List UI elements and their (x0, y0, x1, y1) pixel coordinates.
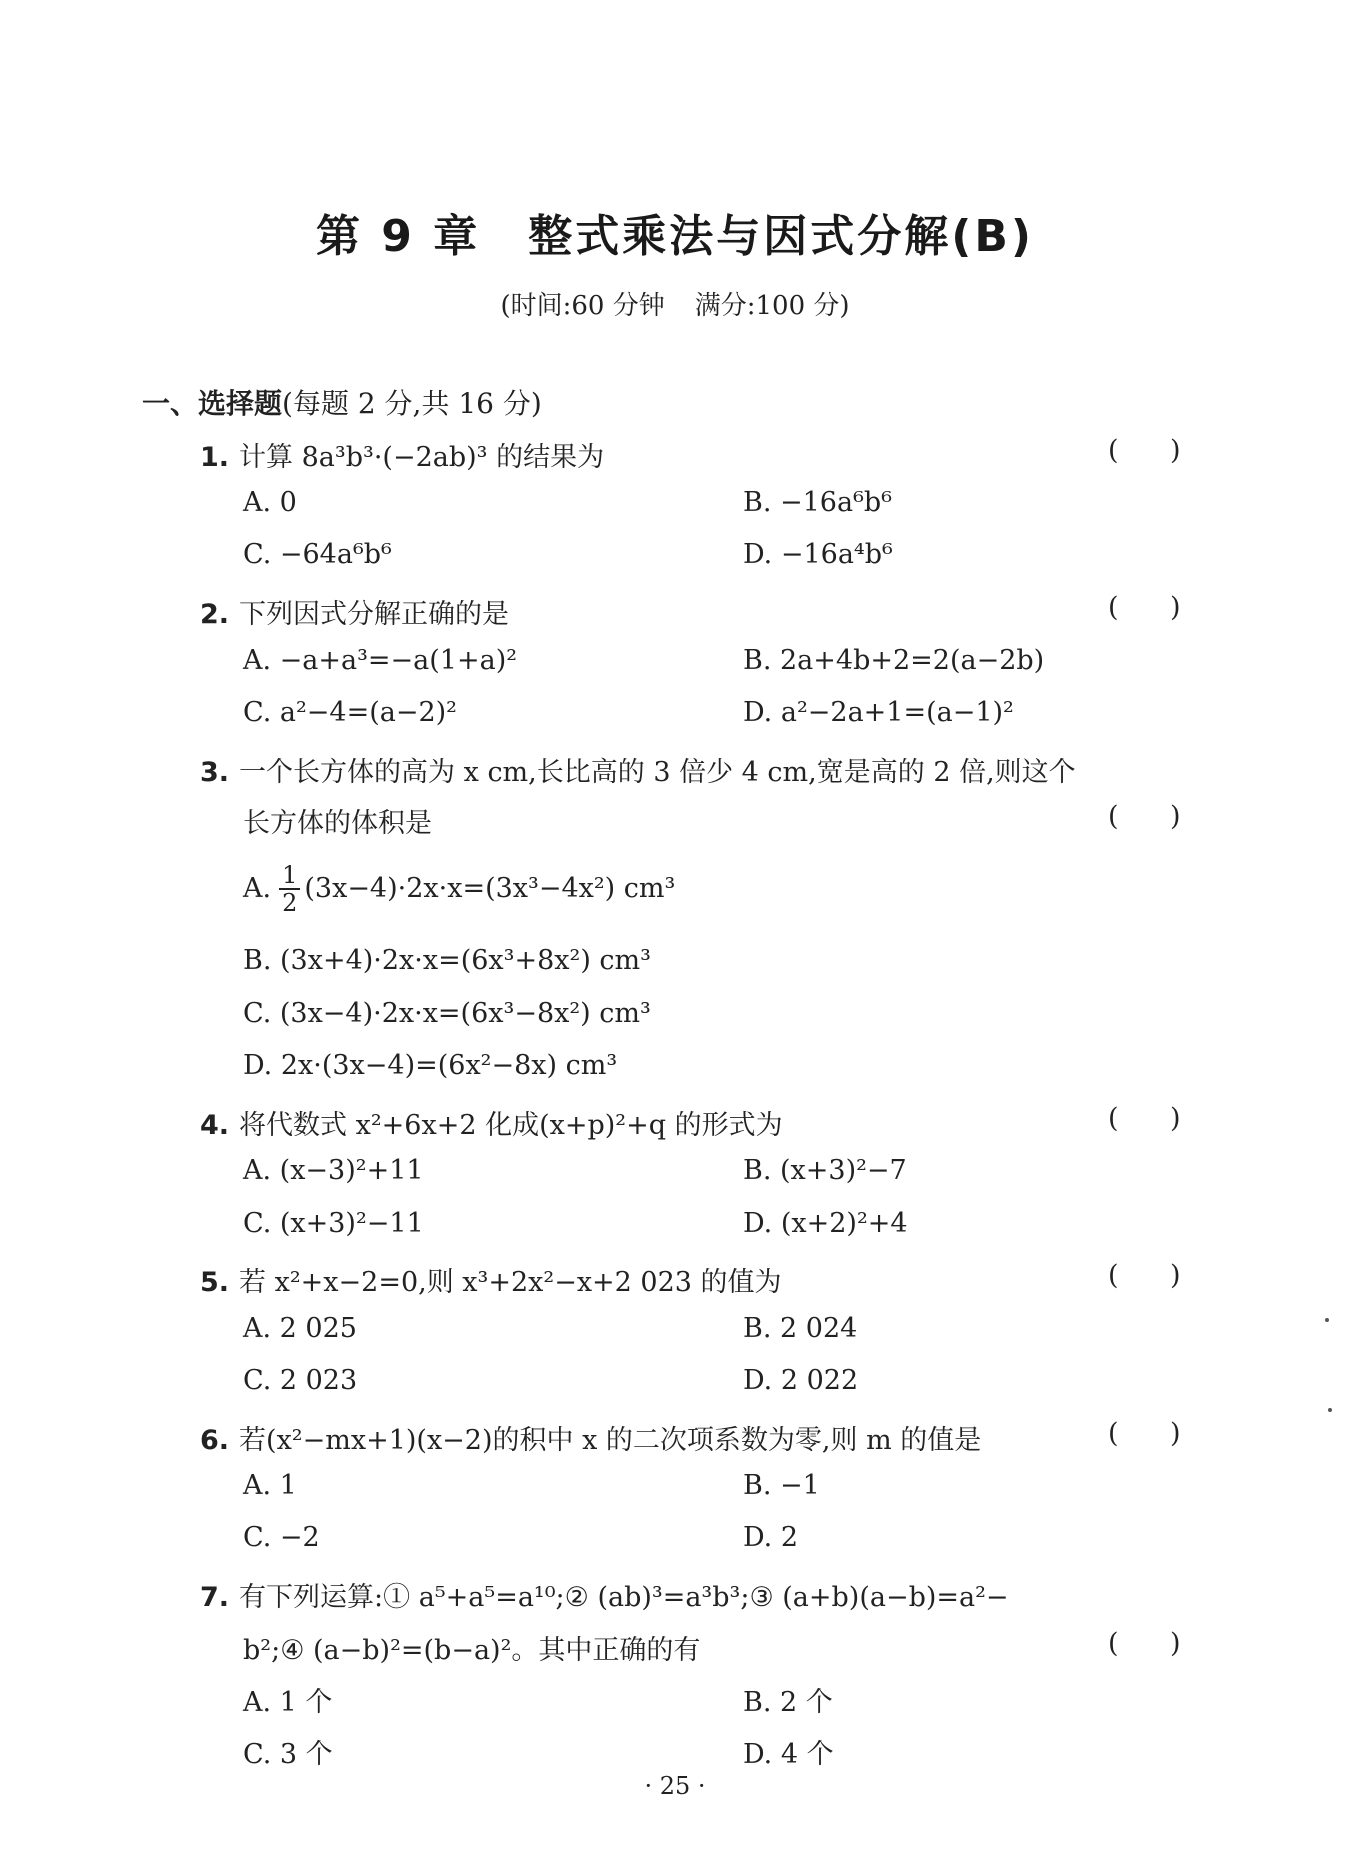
option-4a[interactable]: A. (x−3)²+11 (243, 1155, 424, 1186)
option-4b[interactable]: B. (x+3)²−7 (743, 1155, 907, 1186)
option-2a[interactable]: A. −a+a³=−a(1+a)² (243, 645, 518, 676)
question-1-stem (200, 435, 604, 474)
option-4d[interactable]: D. (x+2)²+4 (743, 1208, 908, 1239)
question-5-stem (200, 1260, 782, 1299)
full-score: 满分:100 分) (694, 291, 850, 321)
answer-blank-1[interactable]: ( ) (1108, 435, 1181, 466)
option-1d[interactable]: D. −16a⁴b⁶ (743, 539, 893, 570)
question-text: 下列因式分解正确的是 (239, 599, 510, 630)
option-7a[interactable]: A. 1 个 (243, 1687, 333, 1718)
question-4-stem (200, 1103, 783, 1142)
answer-blank-2[interactable]: ( ) (1108, 592, 1181, 623)
fraction-denominator: 2 (282, 889, 298, 918)
question-number: 4. (200, 1110, 230, 1141)
scan-speck (1325, 1318, 1329, 1322)
option-1c[interactable]: C. −64a⁶b⁶ (243, 539, 392, 570)
exam-subtitle (0, 285, 1350, 322)
chapter-name: 整式乘法与因式分解(B) (528, 211, 1035, 262)
question-number: 6. (200, 1425, 230, 1456)
question-text: 若 x²+x−2=0,则 x³+2x²−x+2 023 的值为 (239, 1267, 782, 1298)
question-text: 有下列运算:① a⁵+a⁵=a¹⁰;② (ab)³=a³b³;③ (a+b)(a−b)=a²− (239, 1582, 1009, 1613)
question-text: 计算 8a³b³·(−2ab)³ 的结果为 (239, 442, 605, 473)
option-1b[interactable]: B. −16a⁶b⁶ (743, 487, 893, 518)
question-2-stem (200, 592, 509, 631)
option-3d[interactable]: D. 2x·(3x−4)=(6x²−8x) cm³ (243, 1050, 618, 1081)
answer-blank-4[interactable]: ( ) (1108, 1103, 1181, 1134)
question-7-stem-cont: b²;④ (a−b)²=(b−a)²。其中正确的有 (243, 1635, 701, 1666)
question-3-stem (200, 750, 1076, 789)
question-number: 1. (200, 442, 230, 473)
option-4c[interactable]: C. (x+3)²−11 (243, 1208, 424, 1239)
question-6-stem (200, 1418, 981, 1457)
fraction-numerator: 1 (279, 862, 300, 890)
option-3b[interactable]: B. (3x+4)·2x·x=(6x³+8x²) cm³ (243, 945, 651, 976)
section-title: 一、选择题 (142, 387, 283, 420)
question-number: 3. (200, 757, 230, 788)
answer-blank-6[interactable]: ( ) (1108, 1418, 1181, 1449)
scan-speck (1328, 1408, 1332, 1412)
option-6b[interactable]: B. −1 (743, 1470, 820, 1501)
option-3a[interactable] (243, 862, 675, 917)
answer-blank-7[interactable]: ( ) (1108, 1628, 1181, 1659)
option-6a[interactable]: A. 1 (243, 1470, 297, 1501)
page-number: · 25 · (644, 1772, 706, 1800)
question-3-stem-cont: 长方体的体积是 (243, 808, 432, 839)
answer-blank-3[interactable]: ( ) (1108, 801, 1181, 832)
question-text: 一个长方体的高为 x cm,长比高的 3 倍少 4 cm,宽是高的 2 倍,则这个 (239, 757, 1076, 788)
option-6d[interactable]: D. 2 (743, 1522, 799, 1553)
question-text: 将代数式 x²+6x+2 化成(x+p)²+q 的形式为 (239, 1110, 783, 1141)
question-number: 7. (200, 1582, 230, 1613)
section-heading (142, 382, 542, 422)
fraction-one-half (279, 862, 300, 917)
question-number: 2. (200, 599, 230, 630)
chapter-number: 第 9 章 (315, 211, 481, 262)
option-5b[interactable]: B. 2 024 (743, 1313, 858, 1344)
question-number: 5. (200, 1267, 230, 1298)
option-1a[interactable]: A. 0 (243, 487, 297, 518)
section-note: (每题 2 分,共 16 分) (282, 387, 542, 420)
option-3c[interactable]: C. (3x−4)·2x·x=(6x³−8x²) cm³ (243, 998, 651, 1029)
option-5c[interactable]: C. 2 023 (243, 1365, 358, 1396)
option-2c[interactable]: C. a²−4=(a−2)² (243, 697, 457, 728)
option-2b[interactable]: B. 2a+4b+2=2(a−2b) (743, 645, 1045, 676)
option-letter: A. (243, 872, 272, 904)
option-5d[interactable]: D. 2 022 (743, 1365, 859, 1396)
chapter-title (0, 200, 1350, 264)
answer-blank-5[interactable]: ( ) (1108, 1260, 1181, 1291)
question-7-stem (200, 1575, 1009, 1614)
option-7d[interactable]: D. 4 个 (743, 1739, 834, 1770)
question-text: 若(x²−mx+1)(x−2)的积中 x 的二次项系数为零,则 m 的值是 (239, 1425, 982, 1456)
option-7b[interactable]: B. 2 个 (743, 1687, 833, 1718)
option-2d[interactable]: D. a²−2a+1=(a−1)² (743, 697, 1014, 728)
time-limit: (时间:60 分钟 (500, 291, 665, 321)
option-text: (3x−4)·2x·x=(3x³−4x²) cm³ (304, 872, 676, 904)
option-5a[interactable]: A. 2 025 (243, 1313, 357, 1344)
option-7c[interactable]: C. 3 个 (243, 1739, 333, 1770)
option-6c[interactable]: C. −2 (243, 1522, 320, 1553)
